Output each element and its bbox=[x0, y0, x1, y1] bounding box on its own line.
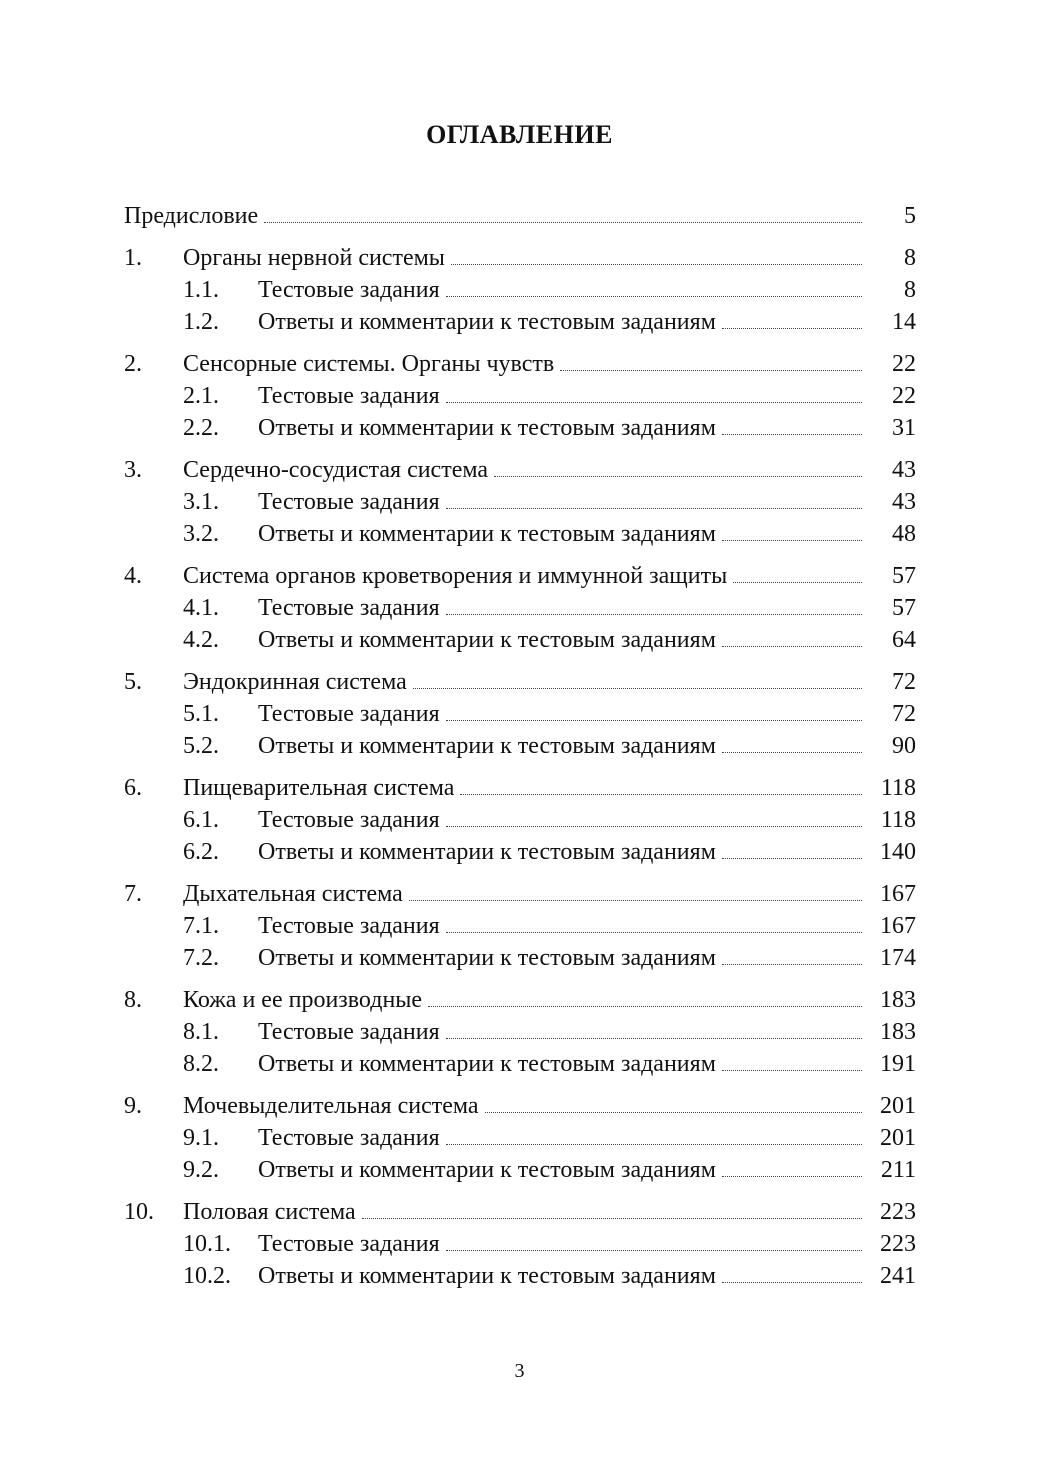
dot-leader bbox=[722, 857, 862, 859]
dot-leader bbox=[413, 687, 862, 689]
chapter-title: Кожа и ее производные bbox=[183, 987, 423, 1013]
dot-leader bbox=[446, 1037, 862, 1039]
section-page: 14 bbox=[892, 309, 916, 335]
section-page: 43 bbox=[892, 489, 916, 515]
section-number: 1.1. bbox=[183, 277, 219, 303]
section-title: Ответы и комментарии к тестовым заданиям bbox=[258, 1157, 716, 1183]
section-number: 8.2. bbox=[183, 1051, 219, 1077]
dot-leader bbox=[722, 1281, 862, 1283]
chapter-number: 3. bbox=[124, 457, 142, 483]
chapter-title: Органы нервной системы bbox=[183, 245, 445, 271]
section-number: 1.2. bbox=[183, 309, 219, 335]
section-title: Ответы и комментарии к тестовым заданиям bbox=[258, 521, 716, 547]
chapter-title: Мочевыделительная система bbox=[183, 1093, 479, 1119]
toc-entry-title: Предисловие bbox=[124, 203, 259, 229]
toc-section-entry[interactable] bbox=[124, 412, 916, 444]
toc-section-entry[interactable] bbox=[124, 274, 916, 306]
section-number: 5.2. bbox=[183, 733, 219, 759]
section-number: 9.1. bbox=[183, 1125, 219, 1151]
section-page: 57 bbox=[892, 595, 916, 621]
section-number: 2.2. bbox=[183, 415, 219, 441]
dot-leader bbox=[722, 1175, 862, 1177]
section-number: 4.2. bbox=[183, 627, 219, 653]
section-page: 201 bbox=[880, 1125, 916, 1151]
toc-section-entry[interactable] bbox=[124, 306, 916, 338]
page-title: ОГЛАВЛЕНИЕ bbox=[426, 120, 613, 149]
section-page: 241 bbox=[880, 1263, 916, 1289]
toc-section-entry[interactable] bbox=[124, 592, 916, 624]
section-page: 167 bbox=[880, 913, 916, 939]
chapter-title: Система органов кроветворения и иммунной защиты bbox=[183, 563, 728, 589]
section-title: Тестовые задания bbox=[258, 701, 440, 727]
section-page: 22 bbox=[892, 383, 916, 409]
section-title: Ответы и комментарии к тестовым заданиям bbox=[258, 309, 716, 335]
dot-leader bbox=[560, 369, 862, 371]
section-page: 223 bbox=[880, 1231, 916, 1257]
toc-chapter-entry[interactable] bbox=[124, 242, 916, 274]
toc-chapter-entry[interactable] bbox=[124, 560, 916, 592]
toc-section-entry[interactable] bbox=[124, 624, 916, 656]
toc-section-entry[interactable] bbox=[124, 380, 916, 412]
dot-leader bbox=[446, 1143, 862, 1145]
chapter-title: Половая система bbox=[183, 1199, 356, 1225]
toc-section-entry[interactable] bbox=[124, 836, 916, 868]
toc-chapter-entry[interactable] bbox=[124, 772, 916, 804]
chapter-page: 223 bbox=[880, 1199, 916, 1225]
toc-section-entry[interactable] bbox=[124, 1260, 916, 1292]
toc-section-entry[interactable] bbox=[124, 486, 916, 518]
chapter-title: Пищеварительная система bbox=[183, 775, 455, 801]
section-title: Ответы и комментарии к тестовым заданиям bbox=[258, 1051, 716, 1077]
toc-section-entry[interactable] bbox=[124, 804, 916, 836]
dot-leader bbox=[428, 1005, 862, 1007]
toc-chapter-entry[interactable] bbox=[124, 878, 916, 910]
chapter-number: 10. bbox=[124, 1199, 154, 1225]
section-title: Тестовые задания bbox=[258, 807, 440, 833]
section-number: 7.2. bbox=[183, 945, 219, 971]
chapter-page: 8 bbox=[904, 245, 916, 271]
section-title: Ответы и комментарии к тестовым заданиям bbox=[258, 945, 716, 971]
toc-section-entry[interactable] bbox=[124, 910, 916, 942]
chapter-number: 5. bbox=[124, 669, 142, 695]
chapter-number: 6. bbox=[124, 775, 142, 801]
chapter-page: 118 bbox=[880, 775, 916, 801]
dot-leader bbox=[733, 581, 862, 583]
toc-section-entry[interactable] bbox=[124, 518, 916, 550]
dot-leader bbox=[446, 931, 862, 933]
toc-entry-page: 5 bbox=[904, 203, 916, 229]
section-page: 174 bbox=[880, 945, 916, 971]
toc-section-entry[interactable] bbox=[124, 1122, 916, 1154]
section-number: 4.1. bbox=[183, 595, 219, 621]
toc-chapter-entry[interactable] bbox=[124, 666, 916, 698]
section-number: 5.1. bbox=[183, 701, 219, 727]
section-title: Тестовые задания bbox=[258, 1231, 440, 1257]
dot-leader bbox=[722, 751, 862, 753]
section-title: Тестовые задания bbox=[258, 1125, 440, 1151]
toc-chapter-entry[interactable] bbox=[124, 454, 916, 486]
chapter-number: 9. bbox=[124, 1093, 142, 1119]
toc-section-entry[interactable] bbox=[124, 1154, 916, 1186]
section-page: 183 bbox=[880, 1019, 916, 1045]
section-number: 10.1. bbox=[183, 1231, 231, 1257]
dot-leader bbox=[485, 1111, 862, 1113]
toc-section-entry[interactable] bbox=[124, 1228, 916, 1260]
chapter-number: 2. bbox=[124, 351, 142, 377]
chapter-page: 183 bbox=[880, 987, 916, 1013]
section-number: 7.1. bbox=[183, 913, 219, 939]
chapter-title: Сенсорные системы. Органы чувств bbox=[183, 351, 555, 377]
section-title: Тестовые задания bbox=[258, 489, 440, 515]
toc-section-entry[interactable] bbox=[124, 698, 916, 730]
section-number: 6.2. bbox=[183, 839, 219, 865]
dot-leader bbox=[446, 825, 862, 827]
dot-leader bbox=[409, 899, 862, 901]
chapter-title: Эндокринная система bbox=[183, 669, 407, 695]
section-page: 31 bbox=[892, 415, 916, 441]
toc-chapter-entry[interactable] bbox=[124, 984, 916, 1016]
section-page: 118 bbox=[880, 807, 916, 833]
section-title: Тестовые задания bbox=[258, 1019, 440, 1045]
chapter-page: 167 bbox=[880, 881, 916, 907]
section-page: 8 bbox=[904, 277, 916, 303]
section-page: 48 bbox=[892, 521, 916, 547]
section-number: 2.1. bbox=[183, 383, 219, 409]
section-title: Тестовые задания bbox=[258, 383, 440, 409]
dot-leader bbox=[446, 613, 862, 615]
section-number: 3.1. bbox=[183, 489, 219, 515]
dot-leader bbox=[446, 719, 862, 721]
table-of-contents bbox=[124, 200, 916, 1292]
toc-section-entry[interactable] bbox=[124, 730, 916, 762]
chapter-title: Дыхательная система bbox=[183, 881, 403, 907]
section-title: Тестовые задания bbox=[258, 595, 440, 621]
section-title: Ответы и комментарии к тестовым заданиям bbox=[258, 1263, 716, 1289]
chapter-number: 1. bbox=[124, 245, 142, 271]
toc-chapter-entry[interactable] bbox=[124, 1090, 916, 1122]
section-page: 191 bbox=[880, 1051, 916, 1077]
chapter-page: 72 bbox=[892, 669, 916, 695]
section-title: Ответы и комментарии к тестовым заданиям bbox=[258, 415, 716, 441]
dot-leader bbox=[362, 1217, 862, 1219]
toc-chapter-entry[interactable] bbox=[124, 348, 916, 380]
section-number: 8.1. bbox=[183, 1019, 219, 1045]
section-title: Тестовые задания bbox=[258, 277, 440, 303]
section-title: Ответы и комментарии к тестовым заданиям bbox=[258, 627, 716, 653]
chapter-number: 4. bbox=[124, 563, 142, 589]
page-number: 3 bbox=[514, 1360, 525, 1382]
dot-leader bbox=[722, 963, 862, 965]
dot-leader bbox=[722, 327, 862, 329]
section-page: 72 bbox=[892, 701, 916, 727]
dot-leader bbox=[446, 1249, 862, 1251]
dot-leader bbox=[264, 221, 862, 223]
toc-chapter-entry[interactable] bbox=[124, 1196, 916, 1228]
dot-leader bbox=[722, 433, 862, 435]
dot-leader bbox=[722, 645, 862, 647]
toc-section-entry[interactable] bbox=[124, 1016, 916, 1048]
section-title: Ответы и комментарии к тестовым заданиям bbox=[258, 839, 716, 865]
section-number: 9.2. bbox=[183, 1157, 219, 1183]
section-title: Тестовые задания bbox=[258, 913, 440, 939]
section-page: 64 bbox=[892, 627, 916, 653]
dot-leader bbox=[722, 1069, 862, 1071]
section-number: 6.1. bbox=[183, 807, 219, 833]
dot-leader bbox=[460, 793, 862, 795]
chapter-page: 22 bbox=[892, 351, 916, 377]
dot-leader bbox=[446, 295, 862, 297]
section-number: 10.2. bbox=[183, 1263, 231, 1289]
section-title: Ответы и комментарии к тестовым заданиям bbox=[258, 733, 716, 759]
section-page: 211 bbox=[880, 1157, 916, 1183]
chapter-page: 43 bbox=[892, 457, 916, 483]
dot-leader bbox=[446, 401, 862, 403]
chapter-page: 201 bbox=[880, 1093, 916, 1119]
section-page: 140 bbox=[880, 839, 916, 865]
toc-section-entry[interactable] bbox=[124, 942, 916, 974]
chapter-number: 7. bbox=[124, 881, 142, 907]
toc-section-entry[interactable] bbox=[124, 1048, 916, 1080]
chapter-page: 57 bbox=[892, 563, 916, 589]
chapter-number: 8. bbox=[124, 987, 142, 1013]
dot-leader bbox=[451, 263, 862, 265]
dot-leader bbox=[494, 475, 862, 477]
dot-leader bbox=[446, 507, 862, 509]
toc-entry-preface[interactable] bbox=[124, 200, 916, 232]
section-number: 3.2. bbox=[183, 521, 219, 547]
chapter-title: Сердечно-сосудистая система bbox=[183, 457, 489, 483]
section-page: 90 bbox=[892, 733, 916, 759]
dot-leader bbox=[722, 539, 862, 541]
